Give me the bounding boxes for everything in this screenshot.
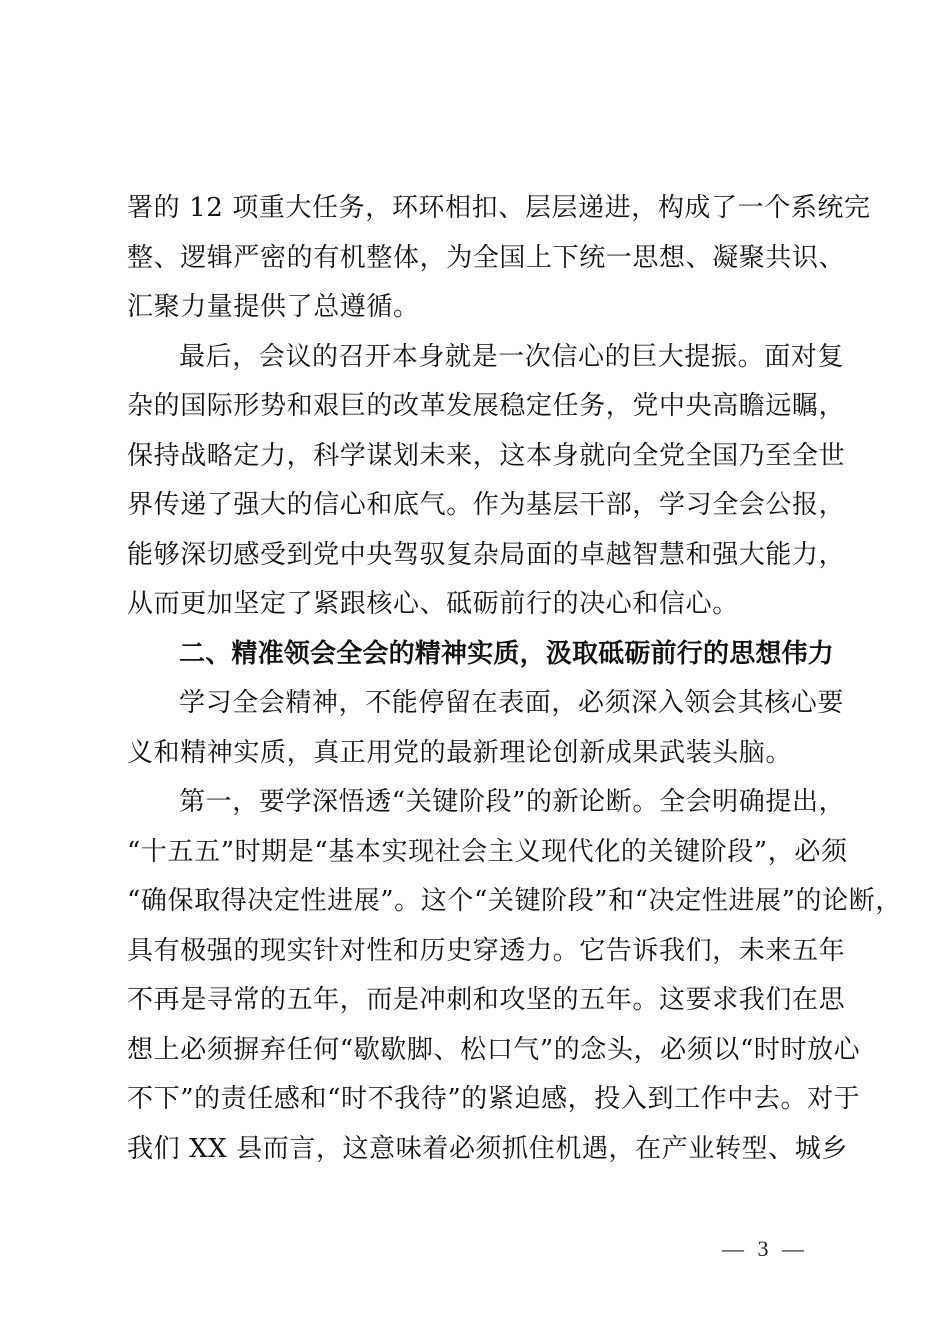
page-number: — 3 — bbox=[722, 1236, 808, 1261]
document-body bbox=[127, 184, 902, 1174]
text-line: 最后，会议的召开本身就是一次信心的巨大提振。面对复 bbox=[179, 341, 845, 372]
text-line: 义和精神实质，真正用党的最新理论创新成果武装头脑。 bbox=[127, 737, 793, 768]
text-line: 界传递了强大的信心和底气。作为基层干部，学习全会公报， bbox=[127, 490, 846, 520]
text-line: 能够深切感受到党中央驾驭复杂局面的卓越智慧和强大能力， bbox=[127, 539, 846, 570]
text-line: 第一，要学深悟透“关键阶段”的新论断。全会明确提出， bbox=[179, 787, 846, 817]
text-line: “确保取得决定性进展”。这个“关键阶段”和“决定性进展”的论断， bbox=[127, 886, 902, 916]
text-line: “十五五”时期是“基本实现社会主义现代化的关键阶段”，必须 bbox=[127, 836, 848, 867]
text-line: 汇聚力量提供了总遵循。 bbox=[127, 292, 420, 322]
text-line: 不再是寻常的五年，而是冲刺和攻坚的五年。这要求我们在思 bbox=[127, 985, 846, 1015]
text-line: 署的 12 项重大任务，环环相扣、层层递进，构成了一个系统完 bbox=[127, 193, 871, 223]
text-line: 整、逻辑严密的有机整体，为全国上下统一思想、凝聚共识、 bbox=[127, 242, 846, 273]
text-line: 不下”的责任感和“时不我待”的紧迫感，投入到工作中去。对于 bbox=[127, 1084, 861, 1114]
text-line: 想上必须摒弃任何“歇歇脚、松口气”的念头，必须以“时时放心 bbox=[127, 1034, 861, 1065]
text-line: 从而更加坚定了紧跟核心、砥砺前行的决心和信心。 bbox=[127, 589, 739, 619]
text-line: 我们 XX 县而言，这意味着必须抓住机遇，在产业转型、城乡 bbox=[127, 1133, 848, 1164]
text-line: 杂的国际形势和艰巨的改革发展稳定任务，党中央高瞻远瞩， bbox=[127, 391, 846, 421]
text-line: 保持战略定力，科学谋划未来，这本身就向全党全国乃至全世 bbox=[127, 440, 846, 471]
text-line: 具有极强的现实针对性和历史穿透力。它告诉我们，未来五年 bbox=[127, 935, 846, 966]
text-line: 学习全会精神，不能停留在表面，必须深入领会其核心要 bbox=[179, 688, 845, 718]
section-heading: 二、精准领会全会的精神实质，汲取砥砺前行的思想伟力 bbox=[179, 638, 835, 669]
